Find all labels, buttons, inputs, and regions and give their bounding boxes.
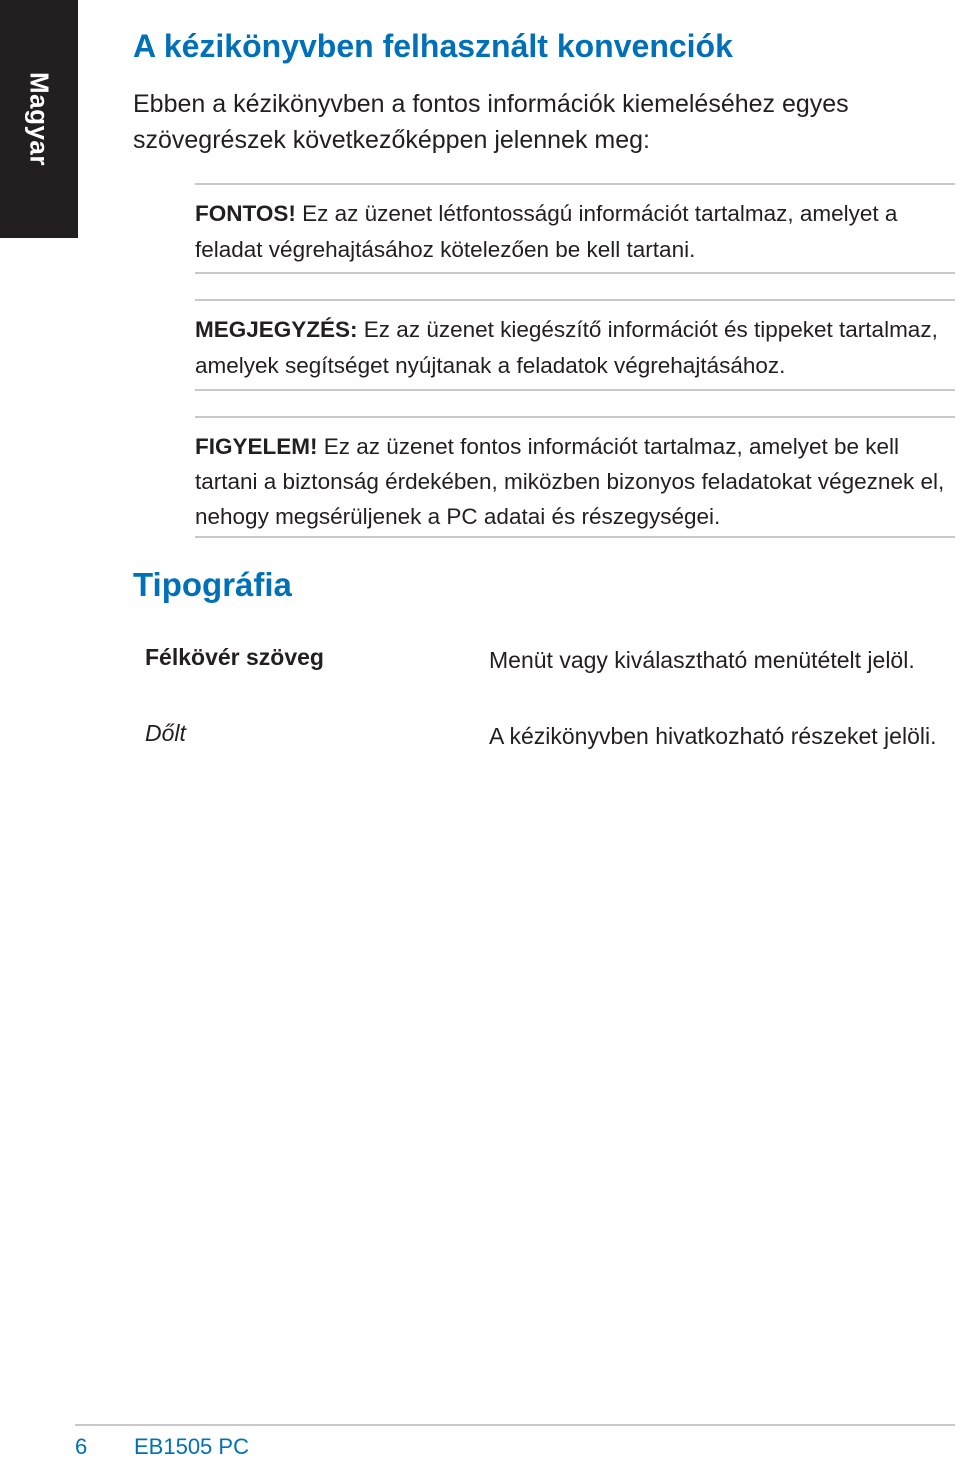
footer-divider [75,1424,955,1426]
typography-desc-bold: Menüt vagy kiválasztható menütételt jelöl. [489,647,915,673]
note-divider [195,389,955,391]
note-divider [195,416,955,418]
page-number: 6 [75,1434,88,1459]
note-remark [195,312,955,384]
note-important-label: FONTOS! [195,201,296,226]
typography-term-bold: Félkövér szöveg [145,644,324,670]
note-warning-text: Ez az üzenet fontos információt tartalmaz, amelyet be kell tartani a biztonság érdekében, miközben bizonyos feladatokat végeznek el, nehogy megsérüljenek a PC adatai és részegységei. [195,434,945,529]
note-important-text: Ez az üzenet létfontosságú információt tartalmaz, amelyet a feladat végrehajtásához kötelezően be kell tartani. [195,201,898,262]
note-remark-label: MEGJEGYZÉS: [195,317,358,342]
note-remark-text: Ez az üzenet kiegészítő információt és tippeket tartalmaz, amelyek segítséget nyújtanak a feladatok végrehajtásához. [195,317,938,378]
conventions-intro: Ebben a kézikönyvben a fontos információk kiemeléséhez egyes szövegrészek következőképpen jelennek meg: [133,90,849,154]
language-tab-label: Magyar [24,71,55,167]
typography-title: Tipográfia [133,566,292,603]
conventions-title: A kézikönyvben felhasznált konvenciók [133,28,733,64]
note-divider [195,536,955,538]
language-side-tab [0,0,78,238]
note-warning-label: FIGYELEM! [195,434,318,459]
typography-desc-italic: A kézikönyvben hivatkozható részeket jelöli. [489,723,937,749]
note-divider [195,299,955,301]
note-divider [195,183,955,185]
note-divider [195,272,955,274]
document-name: EB1505 PC [134,1434,249,1459]
typography-term-italic: Dőlt [145,720,186,746]
note-important [195,196,955,268]
note-warning [195,429,955,534]
